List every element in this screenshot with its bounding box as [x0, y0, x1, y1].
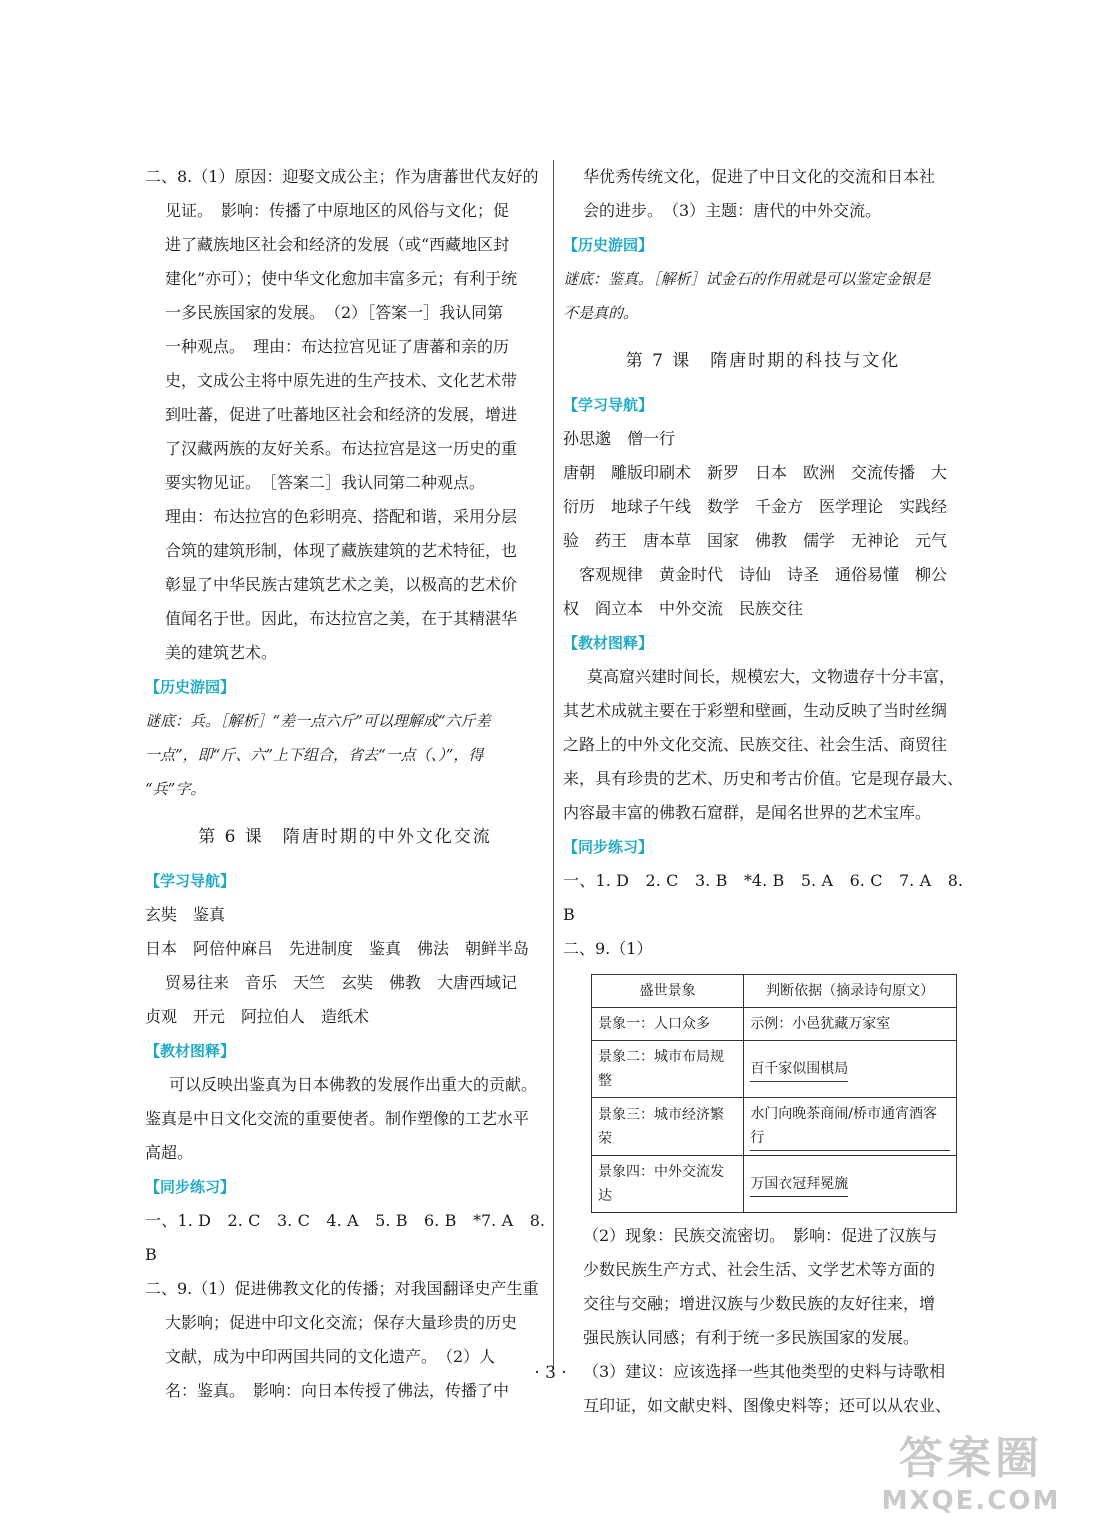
table-row	[592, 1098, 957, 1156]
section-heading-sync-practice: 【同步练习】	[145, 1178, 236, 1196]
q8-line: 要实物见证。 ［答案二］我认同第二种观点。	[165, 473, 486, 492]
right-column	[563, 160, 963, 1423]
q8-line: 到吐蕃，促进了吐蕃地区社会和经济的发展，增进	[165, 405, 518, 424]
textbook-line: 莫高窟兴建时间长，规模宏大，文物遗存十分丰富，	[587, 667, 956, 686]
table-cell	[744, 1041, 957, 1098]
watermark-logo	[861, 1422, 1081, 1516]
q8-line: 见证。 影响：传播了中原地区的风俗与文化；促	[165, 201, 510, 220]
q8-line: 美的建筑艺术。	[165, 643, 278, 662]
answer-underline: 百千家似围棋局	[750, 1057, 848, 1082]
page-number: · 3 ·	[534, 1363, 567, 1383]
riddle-line: 一点”，即“斤、六”上下组合，省去“一点（、）”，得	[145, 746, 484, 764]
table-cell: 示例：小邑犹藏万家室	[744, 1008, 957, 1041]
table-cell: 景象三：城市经济繁荣	[592, 1098, 744, 1156]
q8-line: 一种观点。 理由：布达拉宫见证了唐蕃和亲的历	[165, 337, 510, 356]
table-cell	[744, 1098, 957, 1156]
table-row	[592, 1008, 957, 1041]
lesson-title: 第 7 课 隋唐时期的科技与文化	[625, 351, 901, 371]
guide-words	[145, 898, 545, 1034]
guide-words	[563, 422, 963, 626]
textbook-line: 之路上的中外文化交流、民族交往、社会生活、商贸往	[563, 735, 948, 754]
section-heading-textbook-illustration: 【教材图释】	[563, 634, 654, 652]
q9-line: 交往与交融；增进汉族与少数民族的友好往来，增	[583, 1294, 936, 1313]
q8-line: 二、8.（1）原因：迎娶文成公主；作为唐蕃世代友好的	[145, 167, 539, 186]
guide-line: 权 阎立本 中外交流 民族交往	[563, 599, 804, 618]
table-row	[592, 1041, 957, 1098]
q8-line: 理由：布达拉宫的色彩明亮、搭配和谐，采用分层	[165, 507, 518, 526]
guide-line: 贞观 开元 阿拉伯人 造纸术	[145, 1007, 370, 1026]
table-header-row	[592, 975, 957, 1008]
q9-line: （2）现象：民族交流密切。 影响：促进了汉族与	[583, 1226, 938, 1245]
q8-line: 史，文成公主将中原先进的生产技术、文化艺术带	[165, 371, 518, 390]
guide-line: 衍历 地球子午线 数学 千金方 医学理论 实践经	[563, 497, 948, 516]
textbook-line: 来，具有珍贵的艺术、历史和考古价值。它是现存最大、	[563, 769, 964, 788]
textbook-line: 高超。	[145, 1143, 194, 1162]
table-cell: 景象四：中外交流发达	[592, 1156, 744, 1213]
guide-line: 客观规律 黄金时代 诗仙 诗圣 通俗易懂 柳公	[563, 565, 948, 584]
guide-line: 玄奘 鉴真	[145, 905, 226, 924]
answer-underline: 水门向晚茶商闹/桥市通宵酒客行	[750, 1102, 950, 1151]
q9-line: 文献，成为中印两国共同的文化遗产。 （2）人	[165, 1347, 496, 1366]
riddle-line: 谜底：鉴真。［解析］试金石的作用就是可以鉴定金银是	[563, 270, 931, 288]
table-cell	[744, 1156, 957, 1213]
lesson-title: 第 6 课 隋唐时期的中外文化交流	[198, 827, 492, 847]
guide-line: 日本 阿倍仲麻吕 先进制度 鉴真 佛法 朝鲜半岛	[145, 939, 530, 958]
table-row	[592, 1156, 957, 1213]
q8-line: 了汉藏两族的友好关系。布达拉宫是这一历史的重	[165, 439, 518, 458]
section-heading-study-guide: 【学习导航】	[145, 872, 236, 890]
riddle-line: 不是真的。	[563, 304, 639, 322]
textbook-line: 其艺术成就主要在于彩塑和壁画，生动反映了当时丝绸	[563, 701, 948, 720]
mc-answers: 一、1. D 2. C 3. B *4. B 5. A 6. C 7. A 8. B	[563, 871, 963, 924]
q8-line: 建化”亦可）；使中华文化愈加丰富多元；有利于统	[165, 269, 518, 288]
q9-line: 名：鉴真。 影响：向日本传授了佛法，传播了中	[165, 1381, 510, 1400]
section-heading-textbook-illustration: 【教材图释】	[145, 1042, 236, 1060]
watermark-url: MXQE.COM	[881, 1486, 1061, 1516]
q9-line: 大影响；促进中印文化交流；保存大量珍贵的历史	[165, 1313, 518, 1332]
q8-block	[145, 160, 545, 670]
q9-line: 二、9.（1）促进佛教文化的传播；对我国翻译史产生重	[145, 1279, 539, 1298]
riddle-line: “兵”字。	[145, 780, 206, 798]
q9-line: 强民族认同感；有利于统一多民族国家的发展。	[583, 1328, 920, 1347]
q9-heading: 二、9.（1）	[563, 939, 653, 958]
continued-line: 华优秀传统文化，促进了中日文化的交流和日本社	[583, 167, 936, 186]
q8-line: 彰显了中华民族古建筑艺术之美，以极高的艺术价	[165, 575, 518, 594]
prosperity-table	[591, 974, 957, 1213]
q8-line: 合筑的建筑形制，体现了藏族建筑的艺术特征，也	[165, 541, 518, 560]
textbook-line: 内容最丰富的佛教石窟群，是闻名世界的艺术宝库。	[563, 803, 932, 822]
textbook-line: 鉴真是中日文化交流的重要使者。制作塑像的工艺水平	[145, 1109, 530, 1128]
section-heading-sync-practice: 【同步练习】	[563, 838, 654, 856]
q8-line: 进了藏族地区社会和经济的发展（或“西藏地区封	[165, 235, 510, 254]
section-heading-study-guide: 【学习导航】	[563, 396, 654, 414]
watermark-text: 答案圈	[899, 1433, 1043, 1484]
guide-line: 验 药王 唐本草 国家 佛教 儒学 无神论 元气	[563, 531, 948, 550]
left-column	[145, 160, 545, 1408]
guide-line: 贸易往来 音乐 天竺 玄奘 佛教 大唐西域记	[165, 973, 518, 992]
guide-line: 孙思邈 僧一行	[563, 429, 676, 448]
q8-line: 一多民族国家的发展。 （2）［答案一］我认同第	[165, 303, 504, 322]
q9-line: 互印证，如文献史料、图像史料等；还可以从农业、	[583, 1396, 952, 1415]
riddle-line: 谜底：兵。［解析］“差一点六斤”可以理解成“六斤差	[145, 712, 491, 730]
textbook-line: 可以反映出鉴真为日本佛教的发展作出重大的贡献。	[169, 1075, 538, 1094]
section-heading-history-garden: 【历史游园】	[145, 678, 236, 696]
table-header-cell: 盛世景象	[592, 975, 744, 1008]
continued-line: 会的进步。 （3）主题：唐代的中外交流。	[583, 201, 882, 220]
q9-line: （3）建议：应该选择一些其他类型的史料与诗歌相	[583, 1362, 946, 1381]
table-cell: 景象二：城市布局规整	[592, 1041, 744, 1098]
table-header-cell: 判断依据（摘录诗句原文）	[744, 975, 957, 1008]
table-cell: 景象一：人口众多	[592, 1008, 744, 1041]
section-heading-history-garden: 【历史游园】	[563, 236, 654, 254]
column-divider	[553, 160, 554, 1370]
q9-line: 少数民族生产方式、社会生活、文学艺术等方面的	[583, 1260, 936, 1279]
guide-line: 唐朝 雕版印刷术 新罗 日本 欧洲 交流传播 大	[563, 463, 948, 482]
mc-answers: 一、1. D 2. C 3. C 4. A 5. B 6. B *7. A 8. B	[145, 1211, 545, 1264]
q8-line: 值闻名于世。因此，布达拉宫之美，在于其精湛华	[165, 609, 518, 628]
answer-underline: 万国衣冠拜冕旒	[750, 1172, 848, 1197]
